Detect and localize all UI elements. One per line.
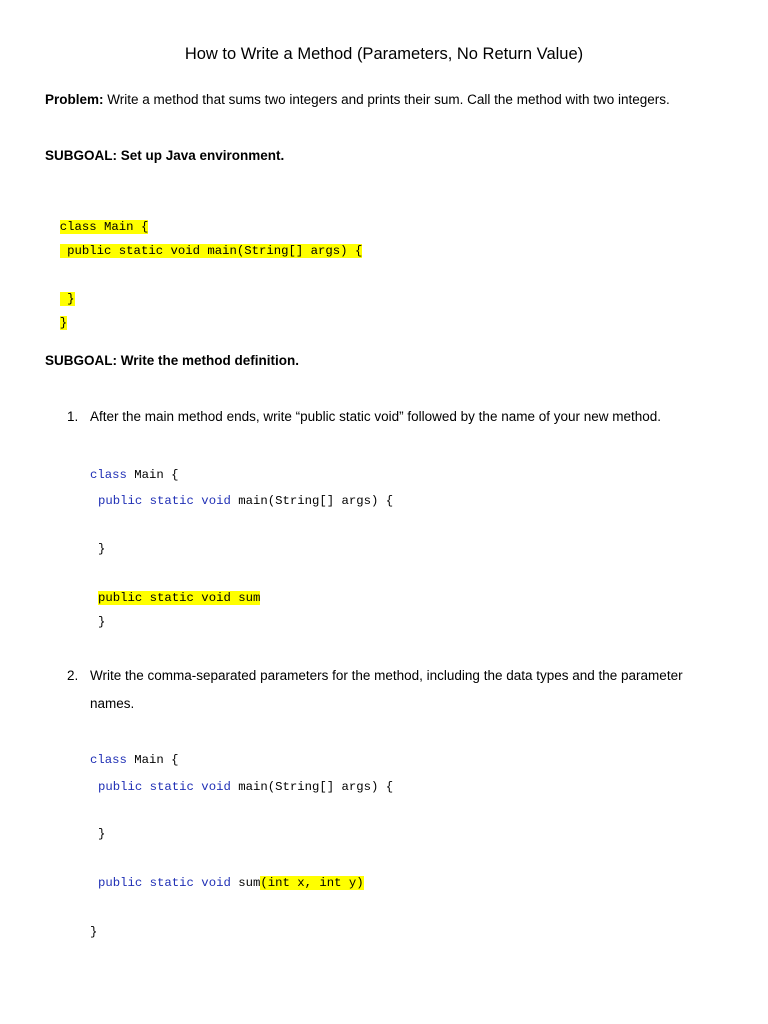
code-line: } xyxy=(98,827,106,841)
highlighted-code: public static void sum xyxy=(98,591,261,605)
keyword: class xyxy=(90,468,127,482)
problem-statement xyxy=(45,91,670,109)
keyword: public static void xyxy=(98,494,231,508)
code-line: } xyxy=(98,615,106,629)
code-line: public static void main(String[] args) { xyxy=(59,244,363,258)
code-line: } xyxy=(98,542,106,556)
code-block-setup-line4 xyxy=(45,299,67,331)
step-number: 1. xyxy=(67,409,79,424)
subgoal-heading-definition: SUBGOAL: Write the method definition. xyxy=(45,353,299,368)
document-title: How to Write a Method (Parameters, No Return Value) xyxy=(184,45,584,63)
code-line xyxy=(98,779,393,795)
step-text: Write the comma-separated parameters for the method, including the data types and the parameter xyxy=(90,668,683,683)
keyword: public static void xyxy=(98,780,231,794)
code-line: } xyxy=(59,316,68,330)
code-text: main(String[] args) { xyxy=(230,494,394,508)
step-number: 2. xyxy=(67,668,79,683)
code-block-setup-line2 xyxy=(45,227,362,259)
code-text: sum xyxy=(230,876,261,890)
problem-text: Write a method that sums two integers and prints their sum. Call the method with two integers. xyxy=(103,92,670,107)
problem-label: Problem: xyxy=(45,92,104,107)
step-text-continued: names. xyxy=(90,696,135,711)
code-text: Main { xyxy=(126,753,179,767)
code-line: class Main { xyxy=(59,220,149,234)
code-text: Main { xyxy=(126,468,179,482)
keyword: class xyxy=(90,753,127,767)
code-line xyxy=(90,467,179,483)
code-line xyxy=(98,875,364,891)
code-text: main(String[] args) { xyxy=(230,780,394,794)
code-line: } xyxy=(59,292,75,306)
keyword: public static void xyxy=(98,876,231,890)
code-line xyxy=(98,493,393,509)
code-line xyxy=(98,590,260,606)
highlighted-code: (int x, int y) xyxy=(260,876,364,890)
code-line: } xyxy=(90,925,98,939)
subgoal-heading-setup: SUBGOAL: Set up Java environment. xyxy=(45,148,285,163)
code-line xyxy=(90,752,179,768)
step-text: After the main method ends, write “public static void” followed by the name of your new method. xyxy=(90,409,662,424)
